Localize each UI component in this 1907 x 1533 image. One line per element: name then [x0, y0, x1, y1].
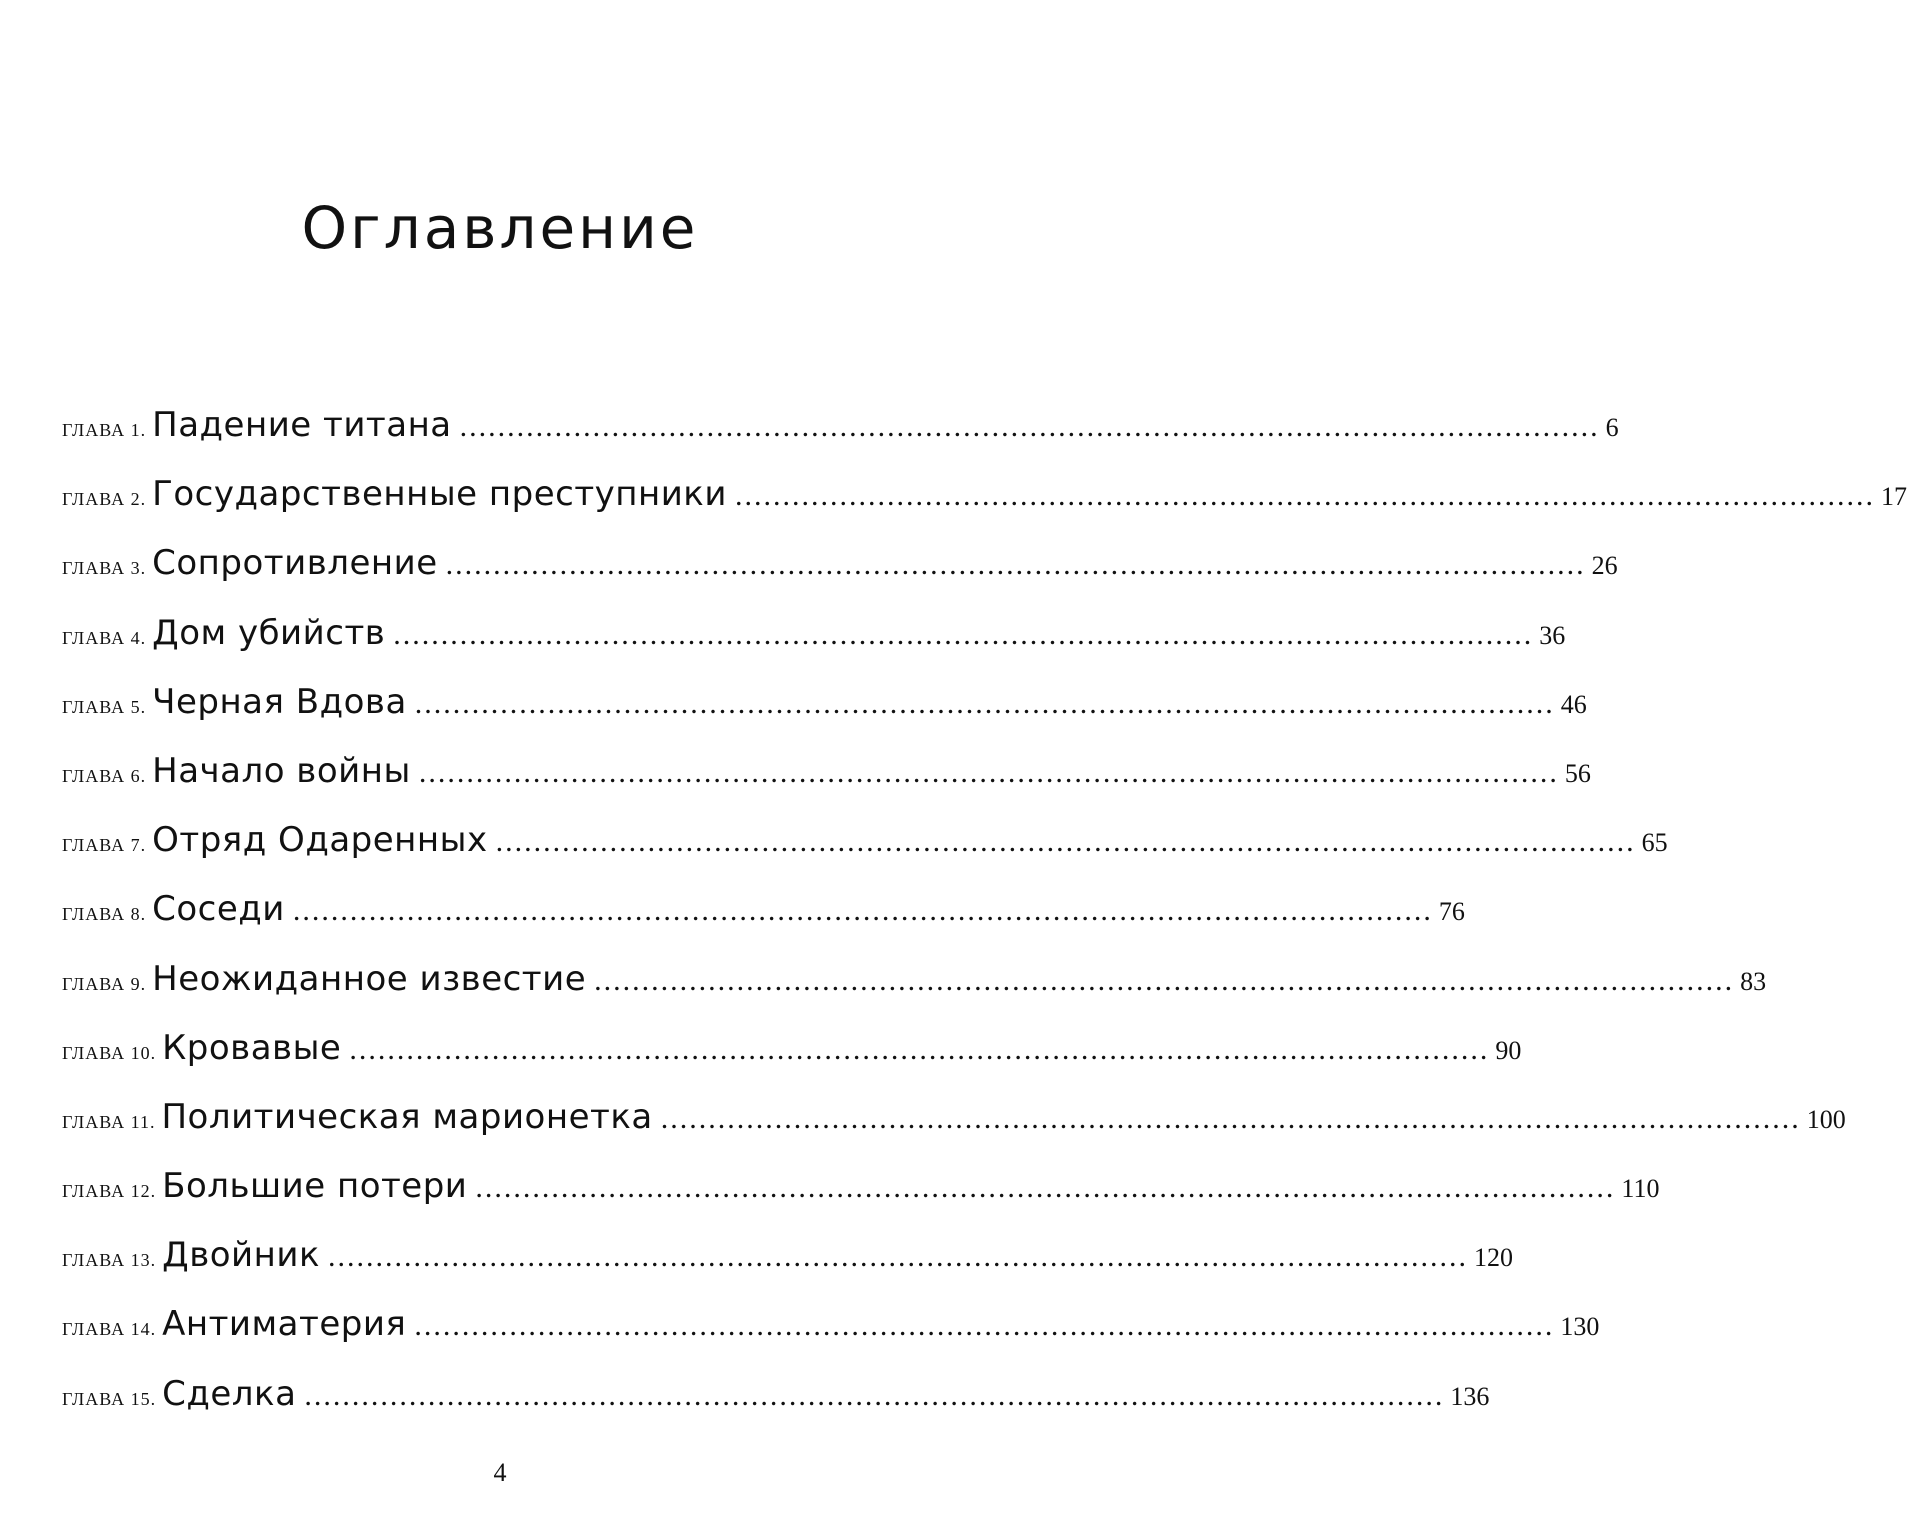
- chapter-label: ГЛАВА 2.: [62, 489, 147, 510]
- chapter-title: Дом убийств: [152, 612, 386, 653]
- toc-entry: [62, 603, 1566, 672]
- dot-leader: ........................................................................................................................: [328, 1240, 1469, 1274]
- chapter-label: ГЛАВА 14.: [62, 1319, 157, 1340]
- toc-entry: [62, 741, 1591, 810]
- page-number: 6: [1605, 413, 1619, 442]
- dot-leader: ........................................................................................................................: [304, 1378, 1445, 1412]
- dot-leader: ........................................................................................................................: [292, 894, 1433, 928]
- chapter-title: Начало войны: [152, 750, 411, 791]
- dot-leader: ........................................................................................................................: [459, 410, 1600, 443]
- dot-leader: ........................................................................................................................: [393, 617, 1534, 651]
- dot-leader: ........................................................................................................................: [414, 686, 1555, 720]
- chapter-label: ГЛАВА 11.: [62, 1111, 156, 1132]
- chapter-title: Черная Вдова: [152, 681, 407, 722]
- page-number: 83: [1740, 966, 1767, 996]
- page-number: 120: [1474, 1243, 1514, 1273]
- dot-leader: ........................................................................................................................: [349, 1032, 1490, 1066]
- chapter-title: Соседи: [152, 889, 285, 930]
- toc-entry: [62, 464, 1907, 533]
- chapter-title: Антиматерия: [162, 1304, 407, 1345]
- table-of-contents: [62, 395, 1907, 1433]
- dot-leader: ........................................................................................................................: [594, 963, 1735, 997]
- dot-leader: ........................................................................................................................: [660, 1101, 1801, 1135]
- chapter-label: ГЛАВА 1.: [62, 420, 147, 440]
- chapter-title: Политическая марионетка: [161, 1096, 653, 1137]
- page-number: 46: [1560, 689, 1587, 719]
- dot-leader: ........................................................................................................................: [475, 1171, 1616, 1205]
- page-number: 110: [1621, 1174, 1660, 1204]
- dot-leader: ........................................................................................................................: [418, 755, 1559, 789]
- dot-leader: ........................................................................................................................: [414, 1309, 1555, 1343]
- chapter-title: Двойник: [162, 1235, 321, 1276]
- toc-entry: [62, 879, 1465, 948]
- page-number: 100: [1806, 1104, 1846, 1134]
- toc-entry: [62, 1294, 1600, 1363]
- toc-entry: [62, 810, 1668, 879]
- toc-entry: [62, 533, 1618, 602]
- toc-entry: [62, 1156, 1660, 1225]
- chapter-title: Сделка: [162, 1373, 297, 1414]
- toc-entry: [62, 949, 1767, 1018]
- page-number: 36: [1539, 620, 1566, 650]
- chapter-label: ГЛАВА 7.: [62, 835, 147, 856]
- chapter-label: ГЛАВА 12.: [62, 1181, 157, 1202]
- chapter-label: ГЛАВА 13.: [62, 1250, 157, 1271]
- chapter-title: Отряд Одаренных: [152, 820, 488, 861]
- page-folio: 4: [493, 1458, 507, 1487]
- page-number: 17: [1880, 482, 1907, 512]
- chapter-title: Большие потери: [162, 1166, 468, 1207]
- chapter-title: Неожиданное известие: [152, 958, 587, 999]
- chapter-title: Кровавые: [162, 1027, 342, 1068]
- page-number: 76: [1438, 897, 1465, 927]
- chapter-label: ГЛАВА 6.: [62, 765, 147, 786]
- dot-leader: ........................................................................................................................: [495, 825, 1636, 859]
- dot-leader: ........................................................................................................................: [445, 548, 1586, 582]
- page-number: 136: [1450, 1381, 1490, 1411]
- page-number: 90: [1495, 1035, 1522, 1065]
- toc-entry: [62, 672, 1587, 741]
- chapter-label: ГЛАВА 8.: [62, 904, 147, 925]
- chapter-title: Сопротивление: [152, 543, 438, 584]
- page-number: 65: [1641, 828, 1668, 858]
- page-number: 56: [1564, 758, 1591, 788]
- toc-entry: [62, 395, 1619, 464]
- chapter-label: ГЛАВА 9.: [62, 973, 147, 994]
- chapter-title: Государственные преступники: [152, 474, 727, 515]
- chapter-label: ГЛАВА 5.: [62, 696, 147, 717]
- page-number: 26: [1591, 551, 1618, 581]
- chapter-label: ГЛАВА 15.: [62, 1388, 157, 1409]
- chapter-title: Падение титана: [152, 405, 452, 445]
- chapter-label: ГЛАВА 4.: [62, 627, 147, 648]
- chapter-label: ГЛАВА 3.: [62, 558, 147, 579]
- toc-entry: [62, 1364, 1490, 1433]
- toc-entry: [62, 1018, 1522, 1087]
- page-number: 130: [1560, 1312, 1600, 1342]
- toc-entry: [62, 1087, 1846, 1156]
- toc-entry: [62, 1225, 1514, 1294]
- chapter-label: ГЛАВА 10.: [62, 1042, 157, 1063]
- page-title: Оглавление: [301, 194, 699, 262]
- dot-leader: ........................................................................................................................: [734, 479, 1875, 513]
